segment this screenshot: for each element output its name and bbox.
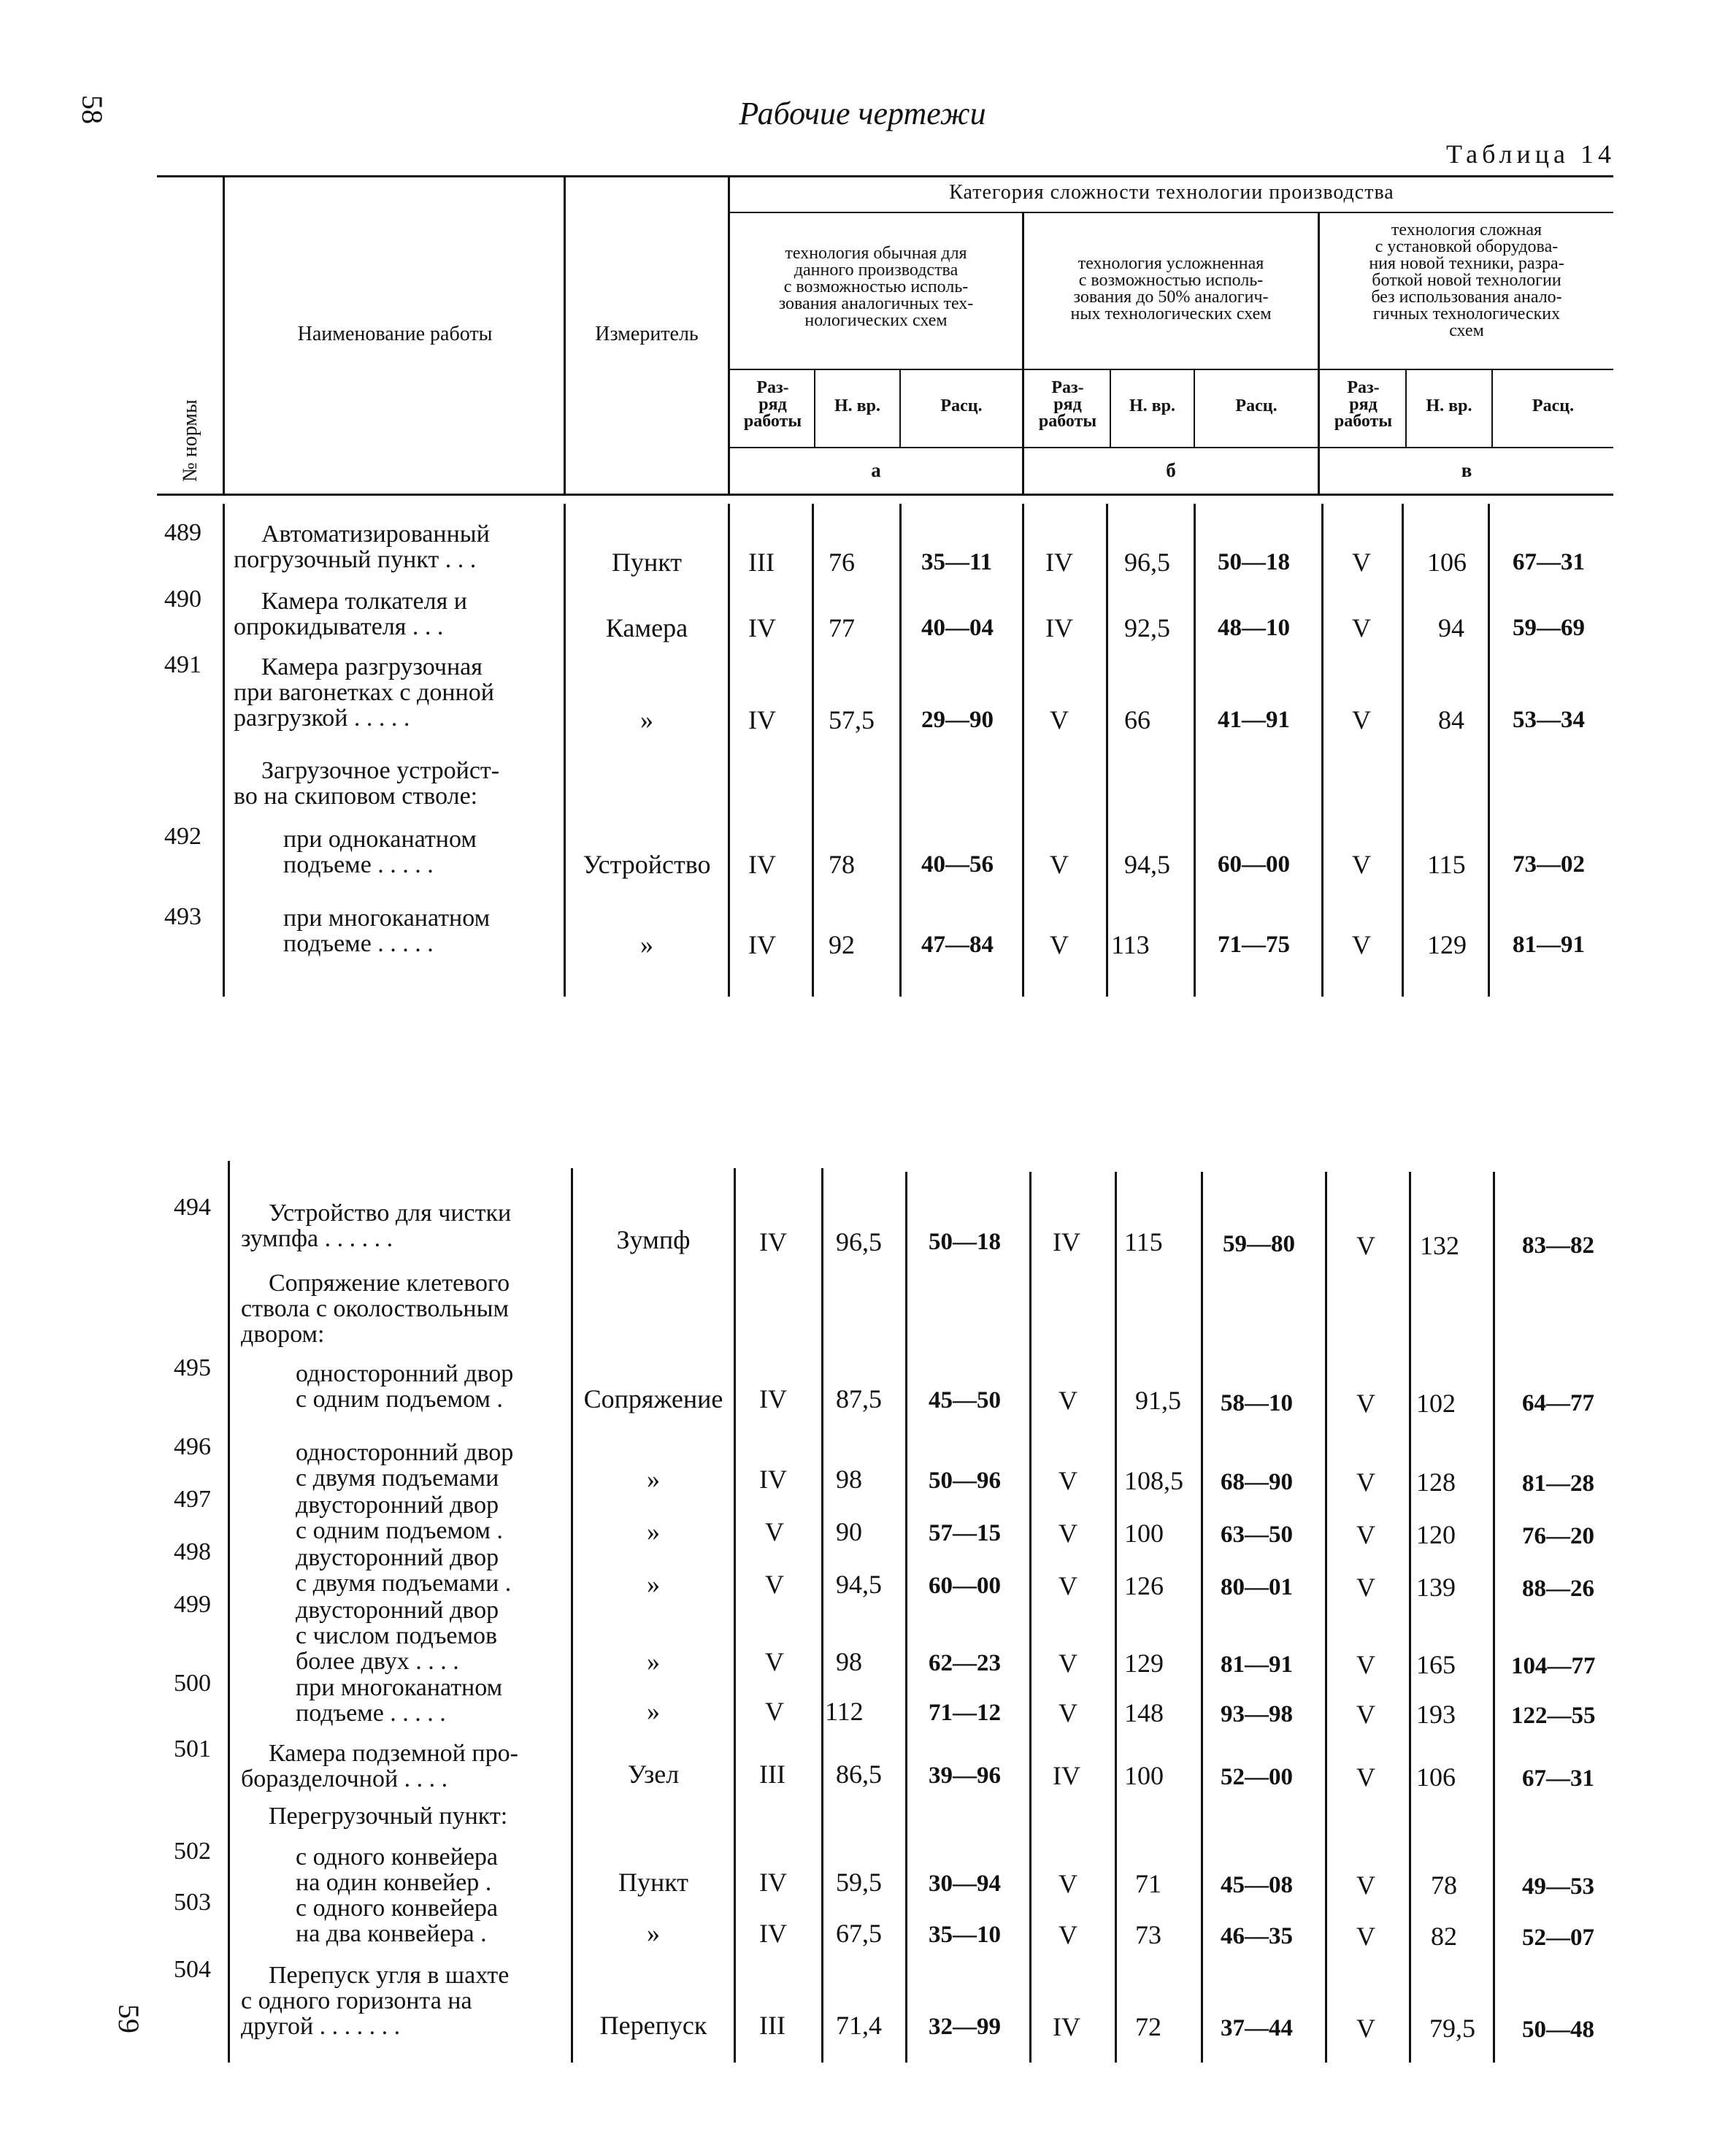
work-name: с одного конвейера на два конвейера . [296, 1895, 499, 1947]
rate-b: 71—75 [1218, 932, 1290, 958]
time-c: 106 [1427, 548, 1467, 577]
rank-b: IV [1045, 548, 1073, 577]
rate-a: 47—84 [921, 932, 994, 958]
work-name: при многоканатном подъеме . . . . . [283, 905, 491, 957]
group-b-rank-header: Раз- ряд работы [1038, 378, 1097, 431]
group-c-letter: в [1461, 459, 1472, 481]
time-c: 82 [1431, 1922, 1457, 1951]
work-name: Камера подземной про- боразделочной . . . . [241, 1740, 518, 1792]
time-c: 102 [1416, 1389, 1456, 1418]
time-b: 113 [1111, 930, 1150, 959]
unit: Устройство [583, 850, 711, 879]
rate-c: 52—07 [1522, 1925, 1594, 1951]
rate-a: 57—15 [929, 1520, 1001, 1546]
rank-a: IV [748, 930, 776, 959]
rate-b: 46—35 [1221, 1923, 1293, 1949]
rank-a: V [765, 1697, 784, 1726]
rate-b: 50—18 [1218, 549, 1290, 575]
time-c: 128 [1416, 1468, 1456, 1497]
norm-number: 504 [174, 1956, 211, 1983]
time-b: 115 [1124, 1227, 1163, 1257]
rank-a: IV [759, 1465, 787, 1494]
unit: Перепуск [599, 2011, 707, 2040]
time-b: 71 [1135, 1869, 1161, 1898]
group-a-rate-header: Расц. [940, 396, 983, 415]
rate-c: 81—91 [1513, 932, 1585, 958]
rank-c: V [1356, 1468, 1375, 1497]
rate-b: 41—91 [1218, 707, 1290, 733]
unit: » [647, 1570, 660, 1599]
time-a: 59,5 [836, 1868, 882, 1897]
group-b-letter: б [1166, 459, 1176, 481]
time-c: 84 [1438, 705, 1464, 734]
time-c: 78 [1431, 1871, 1457, 1900]
time-c: 132 [1420, 1231, 1459, 1260]
rank-c: V [1356, 1700, 1375, 1729]
running-title: Рабочие чертежи [739, 96, 986, 131]
rate-c: 49—53 [1522, 1873, 1594, 1900]
work-name: Камера толкателя и опрокидывателя . . . [234, 588, 467, 640]
rank-c: V [1356, 1389, 1375, 1418]
rank-b: V [1050, 705, 1069, 734]
rank-c: V [1356, 2014, 1375, 2043]
rank-b: V [1059, 1571, 1077, 1600]
time-b: 108,5 [1124, 1466, 1183, 1495]
unit: » [647, 1465, 660, 1494]
rate-b: 80—01 [1221, 1574, 1293, 1600]
rank-b: IV [1045, 613, 1073, 642]
rate-c: 83—82 [1522, 1232, 1594, 1259]
rank-a: III [748, 548, 775, 577]
unit: » [647, 1647, 660, 1676]
rate-c: 67—31 [1513, 549, 1585, 575]
unit: Камера [605, 613, 688, 642]
time-a: 76 [829, 548, 855, 577]
time-b: 129 [1124, 1649, 1164, 1678]
rate-c: 59—69 [1513, 615, 1585, 641]
work-name: Устройство для чистки зумпфа . . . . . . [241, 1200, 512, 1252]
work-name: односторонний двор с двумя подъемами [296, 1439, 514, 1492]
time-b: 73 [1135, 1920, 1161, 1949]
rank-b: V [1059, 1869, 1077, 1898]
time-c: 193 [1416, 1700, 1456, 1729]
time-a: 77 [829, 613, 855, 642]
norm-number: 495 [174, 1354, 211, 1381]
time-a: 94,5 [836, 1570, 882, 1599]
rate-b: 45—08 [1221, 1872, 1293, 1898]
work-name: Автоматизированный погрузочный пункт . . . [234, 521, 490, 573]
rate-a: 35—11 [921, 549, 993, 575]
norm-number: 494 [174, 1194, 211, 1221]
rank-c: V [1356, 1231, 1375, 1260]
rank-b: V [1059, 1649, 1077, 1678]
rank-c: V [1352, 850, 1371, 879]
group-a-letter: а [871, 459, 881, 481]
rank-c: V [1352, 930, 1371, 959]
time-a: 71,4 [836, 2011, 882, 2040]
norm-number: 492 [164, 823, 201, 850]
rank-c: V [1356, 1922, 1375, 1951]
work-name: двусторонний двор с числом подъемов более двух . . . . [296, 1597, 499, 1675]
time-a: 112 [825, 1697, 864, 1726]
rank-a: V [765, 1647, 784, 1676]
norm-number: 491 [164, 651, 201, 678]
time-c: 106 [1416, 1762, 1456, 1792]
rate-b: 37—44 [1221, 2015, 1293, 2041]
time-c: 120 [1416, 1520, 1456, 1549]
rate-a: 39—96 [929, 1762, 1001, 1789]
time-a: 92 [829, 930, 855, 959]
page-number-top: 58 [76, 95, 109, 124]
group-b-rate-header: Расц. [1235, 396, 1278, 415]
rate-c: 104—77 [1511, 1653, 1596, 1679]
norm-number: 498 [174, 1538, 211, 1565]
work-name: при одноканатном подъеме . . . . . [283, 826, 477, 878]
work-name: двусторонний двор с двумя подъемами . [296, 1544, 512, 1597]
time-b: 92,5 [1124, 613, 1170, 642]
rate-a: 45—50 [929, 1387, 1001, 1413]
rate-b: 58—10 [1221, 1390, 1293, 1416]
rate-b: 81—91 [1221, 1651, 1293, 1678]
group-c-time-header: Н. вр. [1426, 396, 1472, 415]
rate-a: 40—04 [921, 615, 994, 641]
rate-c: 53—34 [1513, 707, 1585, 733]
column-header-work-name: Наименование работы [297, 323, 493, 345]
work-name: при многоканатном подъеме . . . . . [296, 1674, 503, 1727]
rank-c: V [1356, 1762, 1375, 1792]
time-a: 86,5 [836, 1760, 882, 1789]
category-title: Категория сложности технологии производства [949, 181, 1394, 204]
rate-c: 81—28 [1522, 1470, 1594, 1497]
norm-number: 499 [174, 1591, 211, 1618]
rank-c: V [1356, 1573, 1375, 1602]
time-a: 57,5 [829, 705, 875, 734]
work-name: Перегрузочный пункт: [269, 1803, 508, 1830]
rank-b: IV [1053, 1761, 1080, 1790]
rate-b: 48—10 [1218, 615, 1290, 641]
rate-c: 122—55 [1511, 1703, 1596, 1729]
time-c: 129 [1427, 930, 1467, 959]
table-caption: Таблица 14 [1446, 139, 1615, 169]
rate-a: 30—94 [929, 1871, 1001, 1897]
unit: » [647, 1919, 660, 1948]
time-b: 91,5 [1135, 1386, 1181, 1415]
rank-c: V [1356, 1520, 1375, 1549]
work-name: односторонний двор с одним подъемом . [296, 1360, 514, 1413]
norm-number: 502 [174, 1838, 211, 1865]
time-a: 90 [836, 1517, 862, 1546]
group-b-title: технология усложненная с возможностью исполь- зования до 50% аналогич- ных технологических схем [1070, 254, 1272, 323]
time-b: 100 [1124, 1519, 1164, 1548]
rank-a: IV [748, 705, 776, 734]
work-name: Камера разгрузочная при вагонетках с донной разгрузкой . . . . . [234, 653, 494, 732]
group-c-rate-header: Расц. [1532, 396, 1575, 415]
unit: Пункт [618, 1868, 688, 1897]
rate-c: 76—20 [1522, 1523, 1594, 1549]
group-b-time-header: Н. вр. [1129, 396, 1175, 415]
rank-c: V [1352, 705, 1371, 734]
group-a-time-header: Н. вр. [834, 396, 880, 415]
work-name: Загрузочное устройст- во на скиповом стволе: [234, 757, 500, 810]
group-a-title: технология обычная для данного производства с возможностью исполь- зования аналогичных тех- нологических схем [778, 244, 974, 330]
rank-b: V [1059, 1386, 1077, 1415]
rank-a: IV [759, 1227, 787, 1257]
rank-b: IV [1053, 2012, 1080, 2041]
rank-a: IV [759, 1919, 787, 1948]
rank-c: V [1356, 1650, 1375, 1679]
work-name: Сопряжение клетевого ствола с околоствольным двором: [241, 1270, 510, 1348]
time-b: 96,5 [1124, 548, 1170, 577]
time-c: 94 [1438, 613, 1464, 642]
group-c-rank-header: Раз- ряд работы [1334, 378, 1393, 431]
norm-number: 489 [164, 519, 201, 546]
rate-b: 93—98 [1221, 1701, 1293, 1727]
rank-b: V [1059, 1698, 1077, 1727]
column-header-norm-number: № нормы [179, 399, 201, 482]
unit: Зумпф [616, 1225, 691, 1254]
rank-a: V [765, 1570, 784, 1599]
rank-b: V [1050, 930, 1069, 959]
rate-b: 59—80 [1223, 1231, 1295, 1257]
work-name: Перепуск угля в шахте с одного горизонта на другой . . . . . . . [241, 1962, 510, 2040]
time-b: 72 [1135, 2012, 1161, 2041]
norm-number: 500 [174, 1670, 211, 1697]
rank-a: III [759, 1760, 785, 1789]
rate-a: 40—56 [921, 851, 994, 878]
rate-a: 50—96 [929, 1468, 1001, 1494]
rate-a: 50—18 [929, 1229, 1001, 1255]
rate-c: 73—02 [1513, 851, 1585, 878]
rate-b: 63—50 [1221, 1522, 1293, 1548]
time-c: 115 [1427, 850, 1466, 879]
norm-number: 497 [174, 1486, 211, 1513]
work-name: двусторонний двор с одним подъемом . [296, 1492, 503, 1544]
rate-c: 64—77 [1522, 1390, 1594, 1416]
norm-number: 490 [164, 586, 201, 613]
rate-a: 71—12 [929, 1700, 1001, 1726]
rate-a: 32—99 [929, 2014, 1001, 2040]
time-c: 139 [1416, 1573, 1456, 1602]
rank-a: IV [759, 1868, 787, 1897]
rate-a: 29—90 [921, 707, 994, 733]
time-a: 78 [829, 850, 855, 879]
rank-c: V [1352, 613, 1371, 642]
rank-a: V [765, 1517, 784, 1546]
norm-number: 501 [174, 1735, 211, 1762]
rank-b: V [1059, 1519, 1077, 1548]
norm-number: 503 [174, 1889, 211, 1916]
time-a: 98 [836, 1647, 862, 1676]
rank-b: V [1050, 850, 1069, 879]
rate-a: 62—23 [929, 1650, 1001, 1676]
rate-c: 88—26 [1522, 1576, 1594, 1602]
work-name: с одного конвейера на один конвейер . [296, 1844, 499, 1896]
rank-a: IV [748, 850, 776, 879]
rank-a: IV [759, 1384, 787, 1413]
norm-number: 493 [164, 903, 201, 930]
time-b: 100 [1124, 1761, 1164, 1790]
rank-b: V [1059, 1920, 1077, 1949]
unit: Пункт [611, 548, 682, 577]
time-c: 79,5 [1429, 2014, 1475, 2043]
rate-b: 60—00 [1218, 851, 1290, 878]
rank-c: V [1352, 548, 1371, 577]
time-b: 94,5 [1124, 850, 1170, 879]
rank-b: IV [1053, 1227, 1080, 1257]
rank-b: V [1059, 1466, 1077, 1495]
unit: » [640, 930, 653, 959]
rate-c: 50—48 [1522, 2017, 1594, 2043]
unit: Узел [627, 1760, 680, 1789]
group-c-title: технология сложная с установкой оборудова- ния новой техники, разра- боткой новой технологии без использования анало- гичных технологических схем [1369, 220, 1564, 340]
rank-c: V [1356, 1871, 1375, 1900]
group-a-rank-header: Раз- ряд работы [743, 378, 802, 431]
time-b: 148 [1124, 1698, 1164, 1727]
time-a: 98 [836, 1465, 862, 1494]
time-b: 126 [1124, 1571, 1164, 1600]
rate-a: 60—00 [929, 1573, 1001, 1599]
rate-b: 68—90 [1221, 1469, 1293, 1495]
rate-a: 35—10 [929, 1922, 1001, 1948]
time-c: 165 [1416, 1650, 1456, 1679]
rate-c: 67—31 [1522, 1765, 1594, 1792]
rank-a: IV [748, 613, 776, 642]
time-a: 67,5 [836, 1919, 882, 1948]
time-a: 96,5 [836, 1227, 882, 1257]
unit: Сопряжение [583, 1384, 723, 1413]
rank-a: III [759, 2011, 785, 2040]
page-number-bottom: 59 [112, 2004, 145, 2033]
time-b: 66 [1124, 705, 1150, 734]
rate-b: 52—00 [1221, 1764, 1293, 1790]
time-a: 87,5 [836, 1384, 882, 1413]
unit: » [640, 705, 653, 734]
column-header-unit: Измеритель [595, 323, 699, 345]
norm-number: 496 [174, 1433, 211, 1460]
unit: » [647, 1697, 660, 1726]
unit: » [647, 1517, 660, 1546]
